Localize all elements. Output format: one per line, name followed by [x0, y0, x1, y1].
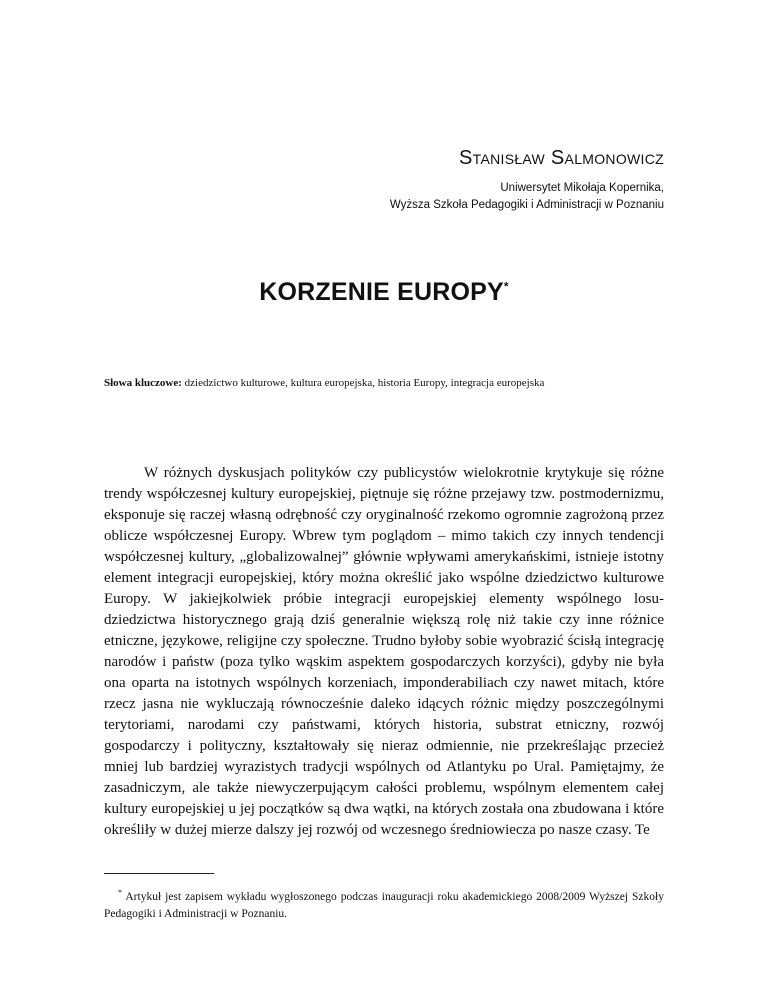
- keywords: [104, 376, 684, 391]
- keywords-label: Słowa kluczowe:: [104, 377, 182, 389]
- author-name: Stanisław Salmonowicz: [459, 147, 664, 169]
- footnote-mark: *: [118, 888, 122, 897]
- footnote-divider: [104, 873, 214, 874]
- footnote: [104, 884, 664, 923]
- article-title: [0, 278, 768, 307]
- author-block: [390, 146, 664, 214]
- keywords-text: dziedzictwo kulturowe, kultura europejska, historia Europy, integracja europejska: [184, 377, 545, 389]
- title-footnote-mark: *: [503, 279, 509, 294]
- affiliation-line-2: Wyższa Szkoła Pedagogiki i Administracji w Poznaniu: [389, 199, 664, 211]
- affiliation-line-1: Uniwersytet Mikołaja Kopernika,: [500, 182, 664, 194]
- body-paragraph: W różnych dyskusjach polityków czy publicystów wielokrotnie krytykuje się różne trendy współczesnej kultury europejskiej, piętnuje się różne przejawy tzw. postmodernizmu, eksponuje się raczej własną odrębność czy oryginalność rzekomo ogromnie zagrożoną przez oblicze współczesnej Europy. Wbrew tym poglądom – mimo takich czy innych tendencji współczesnej kultury, „globalizowalnej” głównie wpływami amerykańskimi, istnieje istotny element integracji europejskiej, który można określić jako wspólne dziedzictwo kulturowe Europy. W jakiejkolwiek próbie integracji europejskiej elementy wspólnego losu-dziedzictwa historycznego grają dziś generalnie większą rolę niż takie czy inne różnice etniczne, językowe, religijne czy społeczne. Trudno byłoby sobie wyobrazić ścisłą integrację narodów i państw (poza tylko wąskim aspektem gospodarczych korzyści), gdyby nie była ona oparta na istotnych wspólnych korzeniach, imponderabiliach czy nawet mitach, które rzecz jasna nie wykluczają równocześnie daleko idących różnic między poszczególnymi terytoriami, narodami czy państwami, których historia, substrat etniczny, rozwój gospodarczy i polityczny, kształtowały się nieraz odmiennie, nie przekreślając przecież mniej lub bardziej wyrazistych tradycji wspólnych od Atlantyku po Ural. Pamiętajmy, że zasadniczym, ale także niewyczerpującym całości problemu, wspólnym elementem całej kultury europejskiej u jej początków są dwa wątki, na których została ona zbudowana i które określiły w dużej mierze dalszy jej rozwój od wczesnego średniowiecza po nasze czasy. Te: [104, 465, 664, 838]
- article-title-text: KORZENIE EUROPY: [259, 278, 504, 306]
- footnote-text: Artykuł jest zapisem wykładu wygłoszonego podczas inauguracji roku akademickiego 2008/2009 Wyższej Szkoły Pedagogiki i Administracji w Poznaniu.: [104, 890, 664, 920]
